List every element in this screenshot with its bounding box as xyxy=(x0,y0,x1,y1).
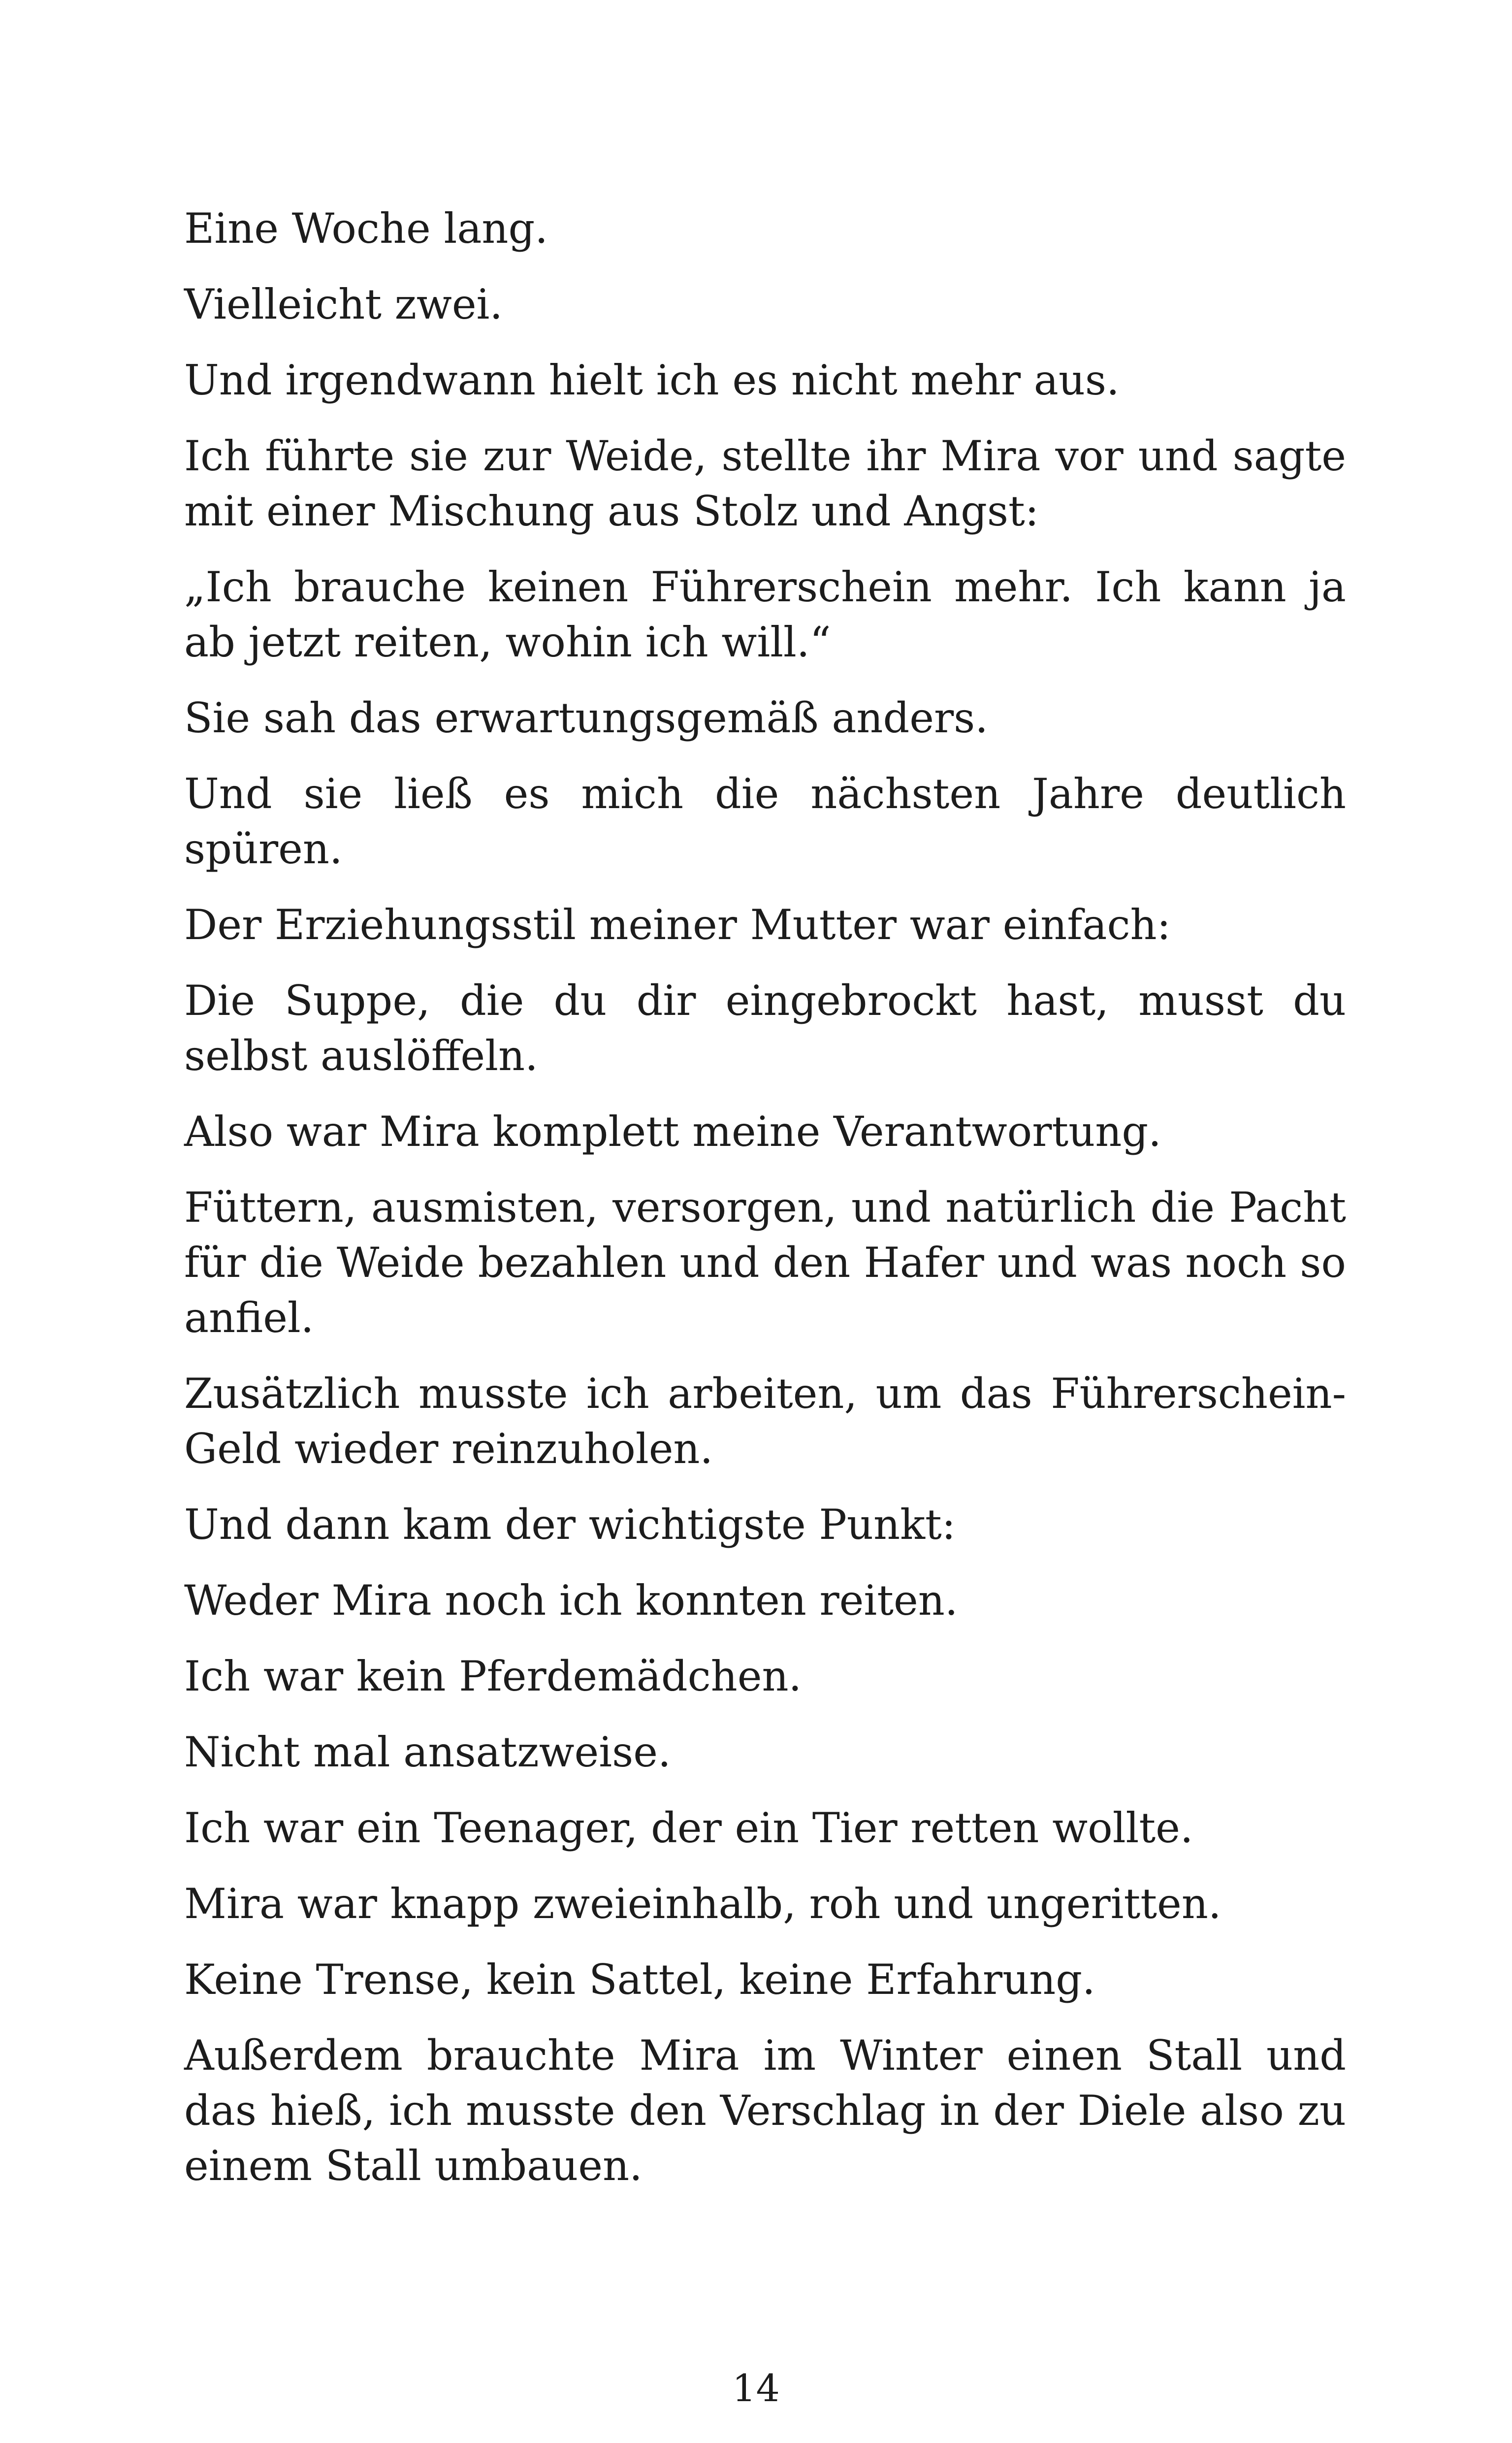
paragraph: Weder Mira noch ich konnten reiten. xyxy=(184,1576,958,1625)
body-text xyxy=(184,201,1346,2214)
paragraph: Und dann kam der wichtigste Punkt: xyxy=(184,1500,956,1549)
paragraph: Ich führte sie zur Weide, stellte ihr Mira vor und sagte mit einer Mischung aus Stolz und Angst: xyxy=(184,432,1346,535)
paragraph: Ich war kein Pferdemädchen. xyxy=(184,1652,802,1700)
page-number: 14 xyxy=(732,2366,780,2410)
paragraph: Nicht mal ansatzweise. xyxy=(184,1728,671,1776)
paragraph: Vielleicht zwei. xyxy=(184,280,503,328)
paragraph: Eine Woche lang. xyxy=(184,204,548,253)
paragraph: Mira war knapp zweieinhalb, roh und ungeritten. xyxy=(184,1880,1222,1928)
paragraph: Und sie ließ es mich die nächsten Jahre deutlich spüren. xyxy=(184,770,1346,873)
paragraph: „Ich brauche keinen Führerschein mehr. Ich kann ja ab jetzt reiten, wohin ich will.“ xyxy=(184,563,1346,666)
paragraph: Also war Mira komplett meine Verantwortung. xyxy=(184,1107,1161,1156)
paragraph: Und irgendwann hielt ich es nicht mehr aus. xyxy=(184,356,1120,404)
paragraph: Der Erziehungsstil meiner Mutter war einfach: xyxy=(184,901,1171,949)
paragraph: Keine Trense, kein Sattel, keine Erfahrung. xyxy=(184,1955,1095,2004)
paragraph: Außerdem brauchte Mira im Winter einen Stall und das hieß, ich musste den Verschlag in der Diele also zu einem Stall umbauen. xyxy=(184,2031,1346,2190)
paragraph: Ich war ein Teenager, der ein Tier retten wollte. xyxy=(184,1804,1193,1852)
paragraph: Sie sah das erwartungsgemäß anders. xyxy=(184,694,988,742)
paragraph: Zusätzlich musste ich arbeiten, um das Führerschein-Geld wieder reinzuholen. xyxy=(184,1369,1346,1473)
paragraph: Füttern, ausmisten, versorgen, und natürlich die Pacht für die Weide bezahlen und den Hafer und was noch so anfiel. xyxy=(184,1183,1346,1342)
paragraph: Die Suppe, die du dir eingebrockt hast, musst du selbst auslöffeln. xyxy=(184,977,1346,1080)
